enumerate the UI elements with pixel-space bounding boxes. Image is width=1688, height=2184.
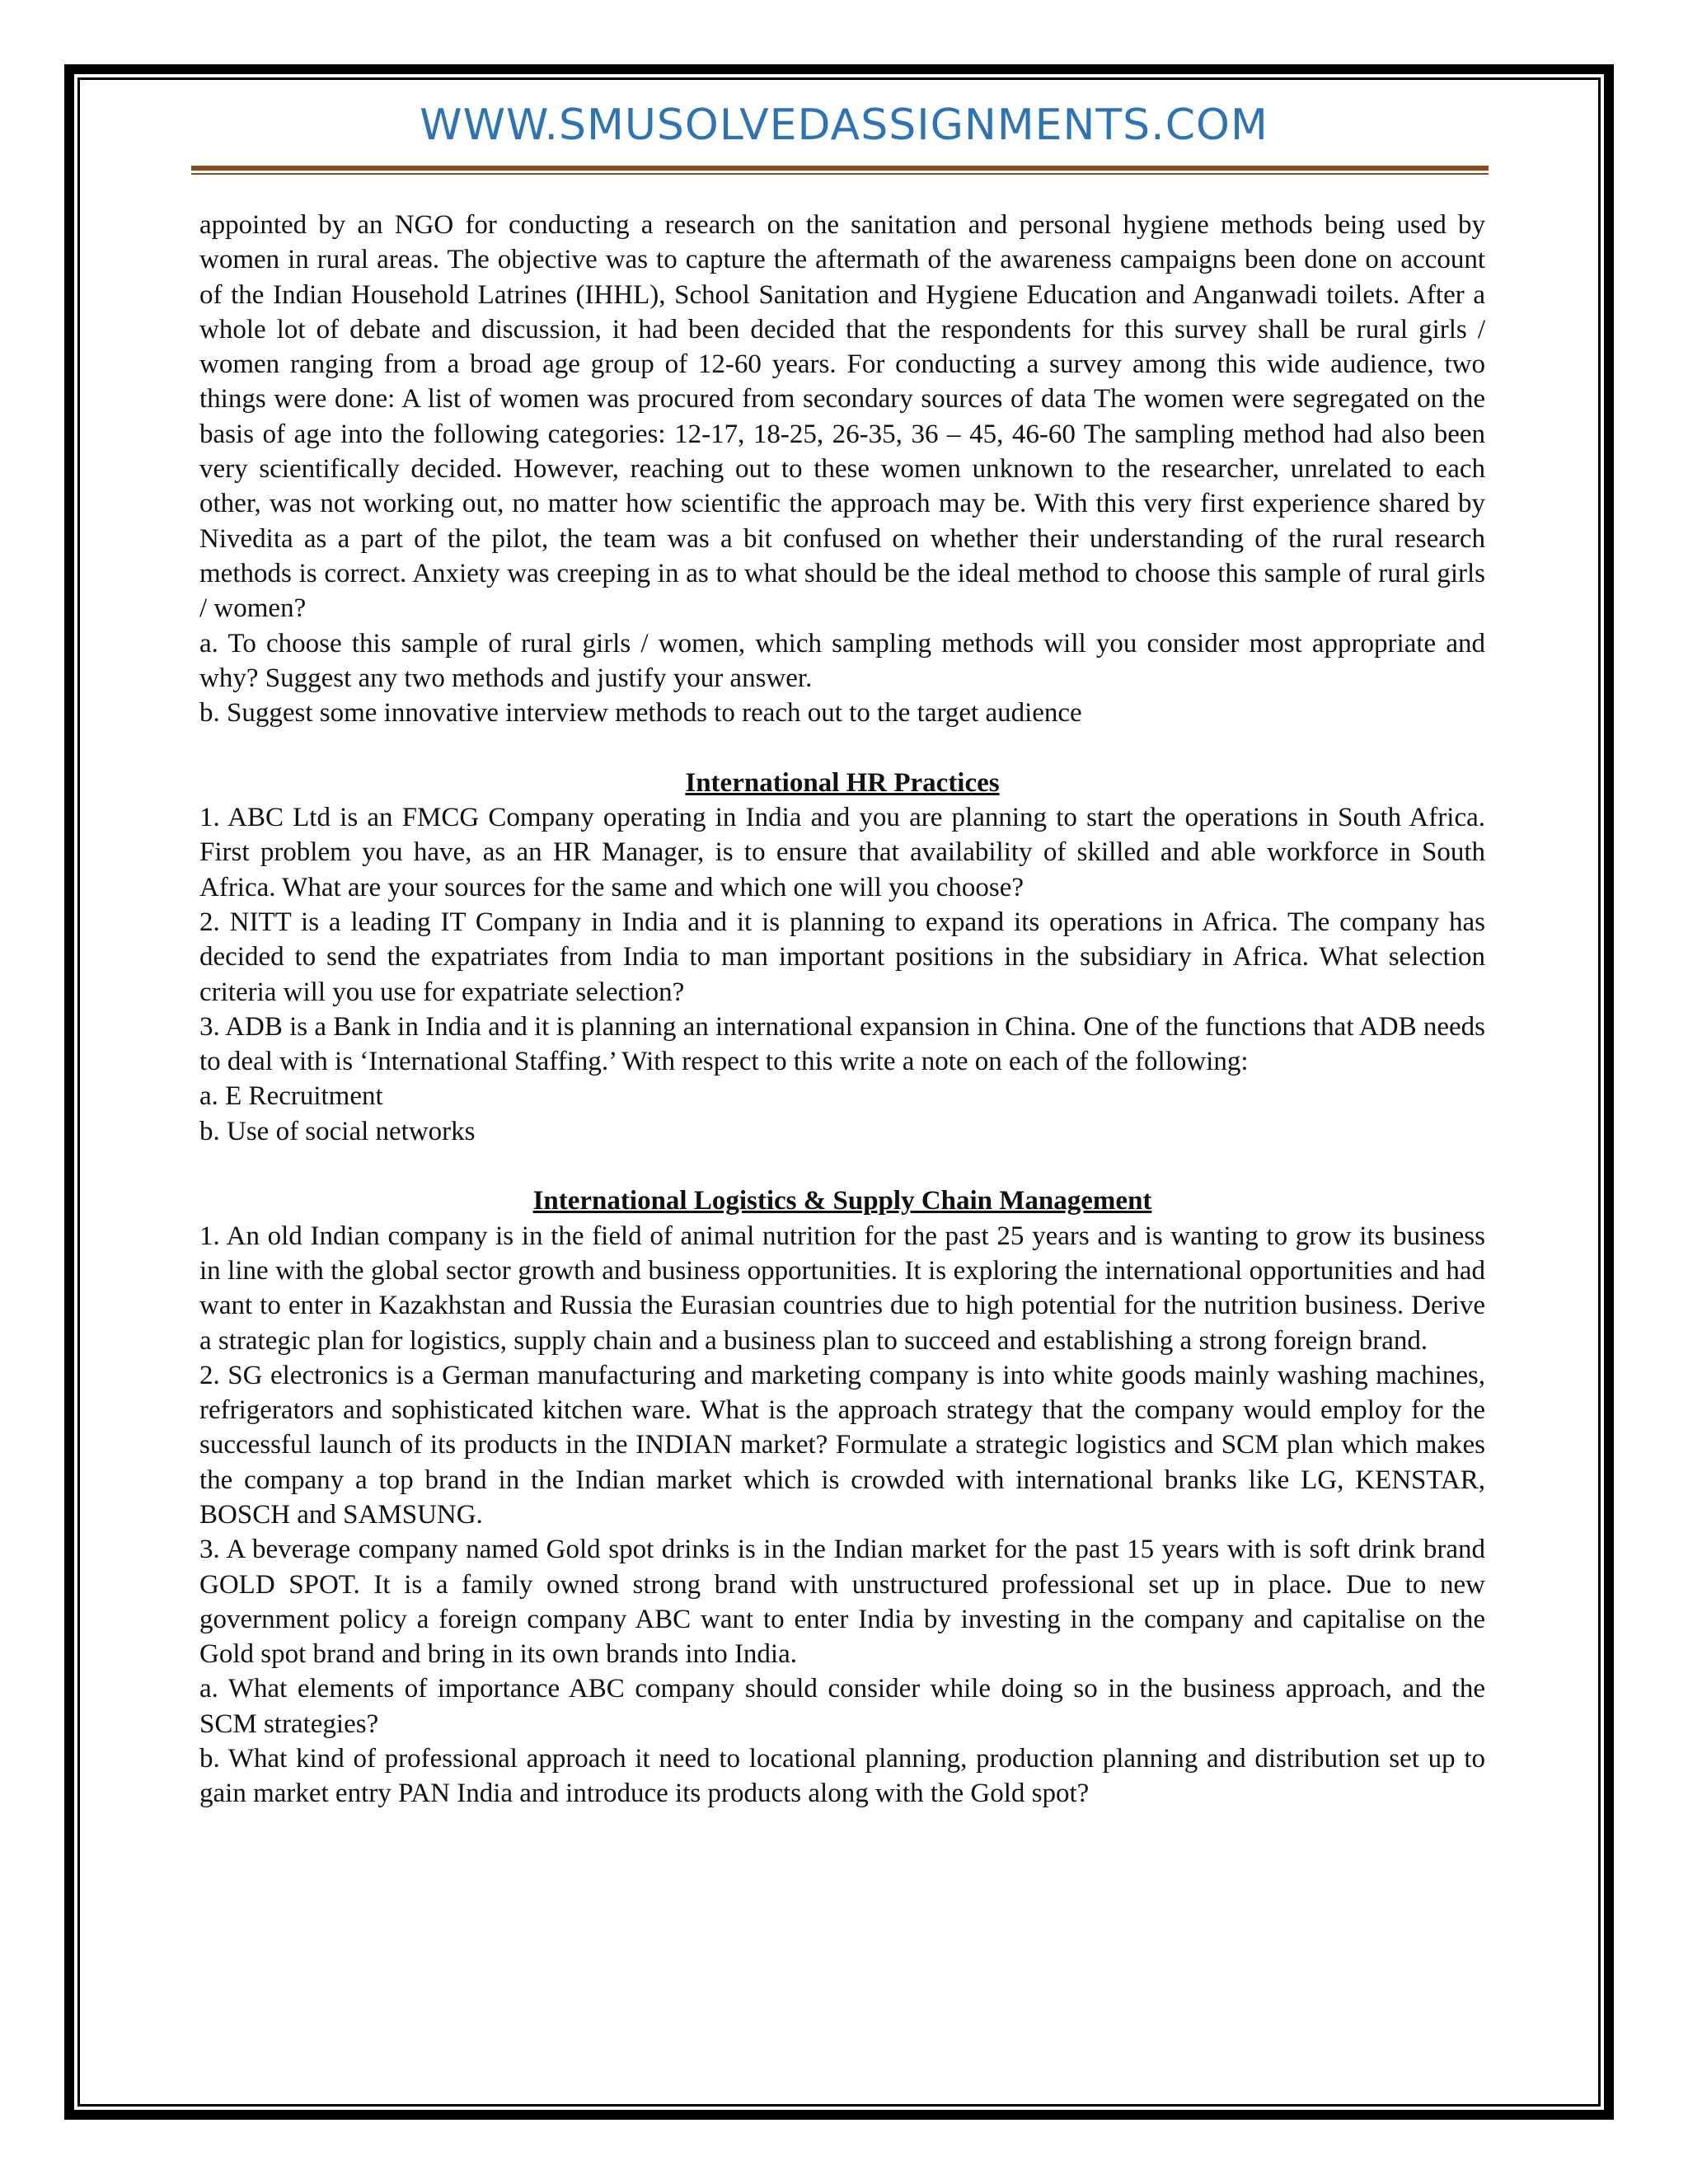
section-title-hr: International HR Practices (685, 767, 1000, 798)
logistics-question-3b: b. What kind of professional approach it need to locational planning, production planning and distribution set up to gain market entry PAN India and introduce its products along with the Gold spot? (199, 1744, 1485, 1809)
section-title-logistics: International Logistics & Supply Chain Management (532, 1186, 1152, 1216)
spacer (199, 730, 1485, 765)
intro-question-b: b. Suggest some innovative interview methods to reach out to the target audience (199, 698, 1082, 729)
site-header: WWW.SMUSOLVEDASSIGNMENTS.COM (420, 101, 1268, 150)
document-body (199, 208, 1485, 1811)
hr-question-3a: a. E Recruitment (199, 1081, 383, 1112)
header-rule-thick (191, 166, 1489, 171)
hr-question-3: 3. ADB is a Bank in India and it is planning an international expansion in China. One of the functions that ADB needs to deal with is ‘International Staffing.’ With respect to this write a note on each of the following: (199, 1011, 1485, 1077)
intro-question-a: a. To choose this sample of rural girls / women, which sampling methods will you consider most appropriate and why? Suggest any two methods and justify your answer. (199, 628, 1485, 693)
spacer (199, 1149, 1485, 1183)
hr-question-1: 1. ABC Ltd is an FMCG Company operating in India and you are planning to start the operations in South Africa. First problem you have, as an HR Manager, is to ensure that availability of skilled and able workforce in South Africa. What are your sources for the same and which one will you choose? (199, 803, 1485, 902)
hr-question-2: 2. NITT is a leading IT Company in India and it is planning to expand its operations in Africa. The company has decided to send the expatriates from India to man important positions in the subsidiary in Africa. What selection criteria will you use for expatriate selection? (199, 907, 1485, 1007)
logistics-question-1: 1. An old Indian company is in the field of animal nutrition for the past 25 years and is wanting to grow its business in line with the global sector growth and business opportunities. It is exploring the international opportunities and had want to enter in Kazakhstan and Russia the Eurasian countries due to high potential for the nutrition business. Derive a strategic plan for logistics, supply chain and a business plan to succeed and establishing a strong foreign brand. (199, 1221, 1485, 1356)
hr-question-3b: b. Use of social networks (199, 1116, 476, 1146)
logistics-question-3: 3. A beverage company named Gold spot drinks is in the Indian market for the past 15 years with is soft drink brand GOLD SPOT. It is a family owned strong brand with unstructured professional set up in place. Due to new government policy a foreign company ABC want to enter India by investing in the company and capitalise on the Gold spot brand and bring in its own brands into India. (199, 1535, 1485, 1670)
logistics-question-3a: a. What elements of importance ABC company should consider while doing so in the business approach, and the SCM strategies? (199, 1674, 1485, 1739)
header-rule-thin (191, 173, 1489, 175)
intro-paragraph: appointed by an NGO for conducting a research on the sanitation and personal hygiene methods being used by women in rural areas. The objective was to capture the aftermath of the awareness campaigns been done on account of the Indian Household Latrines (IHHL), School Sanitation and Hygiene Education and Anganwadi toilets. After a whole lot of debate and discussion, it had been decided that the respondents for this survey shall be rural girls / women ranging from a broad age group of 12-60 years. For conducting a survey among this wide audience, two things were done: A list of women was procured from secondary sources of data The women were segregated on the basis of age into the following categories: 12-17, 18-25, 26-35, 36 – 45, 46-60 The sampling method had also been very scientifically decided. However, reaching out to these women unknown to the researcher, unrelated to each other, was not working out, no matter how scientific the approach may be. With this very first experience shared by Nivedita as a part of the pilot, the team was a bit confused on whether their understanding of the rural research methods is correct. Anxiety was creeping in as to what should be the ideal method to choose this sample of rural girls / women? (199, 210, 1485, 624)
logistics-question-2: 2. SG electronics is a German manufacturing and marketing company is into white goods mainly washing machines, refrigerators and sophisticated kitchen ware. What is the approach strategy that the company would employ for the successful launch of its products in the INDIAN market? Formulate a strategic logistics and SCM plan which makes the company a top brand in the Indian market which is crowded with international branks like LG, KENSTAR, BOSCH and SAMSUNG. (199, 1360, 1485, 1530)
